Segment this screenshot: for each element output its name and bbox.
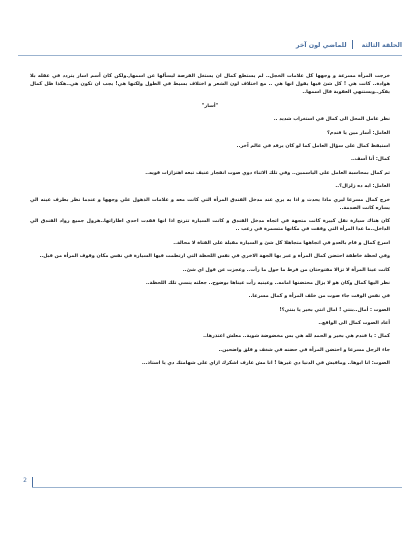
page-footer [18, 477, 402, 487]
paragraph: كمال : يا فندم هي بخير و الحمد لله هي بس مخضوضة شوية.. معلش اعتذرها.. [203, 333, 390, 340]
paragraph: كمال: أنا أسف.. [351, 156, 390, 163]
paragraph: كان هناك سيارة نقل كبيرة كانت متجهة في اتجاه مدخل الفندق و كانت السيارة تترنح اذا انها فقدت احدي اطاراتها..هرول جميع رواد الفندق الي الداخل..ما عدا المرأة التي وقفت في مكانها متسمرة في رعب .. [30, 218, 390, 233]
paragraph: العامل: ايه ده زلزال؟.. [335, 183, 390, 190]
footer-separator [32, 477, 33, 487]
footer-rule [32, 487, 402, 488]
header-title: للماضي لون آخر [295, 41, 347, 49]
paragraph: أعاد الصوت كمال الى الواقع.. [318, 320, 390, 327]
paragraph: "أسار" [201, 102, 219, 109]
header-separator [352, 40, 353, 49]
document-body [30, 72, 390, 373]
paragraph: خرج كمال مسرعا ليري ماذا يحدث و اذا به يري عند مدخل الفندق المرأة التي كانت معه و علامات الذهول علي وجهها و عندما نظر بطرف عينه الي يساره كانت الصدمة.. [30, 196, 390, 211]
paragraph: جاء الرجل مسرعا و احتضن المرأة في حضنه في شغف و قلق واضحين.. [218, 346, 390, 353]
page-number: 2 [23, 477, 27, 484]
header-rule [18, 55, 402, 56]
paragraph: الصوت: انا ابوها.. ومافيش في الدنيا دي غيرها ! انا مش عارف اشكرك ازاي على شهامتك دي يا استاذ... [141, 360, 390, 367]
page-header [18, 40, 402, 54]
paragraph: العامل: أسار مين يا فندم؟ [327, 129, 390, 136]
paragraph: اسرع كمال و قام بالعدو في اتجاهها متجاهلا كل شئ و السيارة مقبلة على الفتاة لا محالة.. [173, 239, 390, 246]
header-section-label: الحلقة الثالثة [361, 41, 402, 49]
paragraph: نظر اليها كمال وكان هو لا يزال محتضنها امامه.. وعينيه رأت عيناها بوضوح.. جعلته ينسي تلك اللحظة.. [145, 279, 390, 286]
paragraph: الصوت : أمال..بنتي ! امال انتي بخير يا بنتي؟! [279, 306, 390, 313]
paragraph: وفي لحظة خاطفة احتضن كمال المرأة و عبر بها الجهة الاخري في نفس اللحظة التي ارتطمت فيها السيارة في نفس مكان وقوف المرأة من قبل.. [39, 253, 390, 260]
paragraph: ثم كمال بمحاسبة العامل على الياسمين.. وفي تلك الاثناء دوي صوت انفجار عنيف تبعه اهتزازات قويه.. [145, 169, 390, 176]
paragraph: نظر عامل المحل الى كمال في استغراب شديد .. [273, 116, 390, 123]
paragraph: خرجت المرأة مسرعة و وجهها كل علامات الخجل.. لم يستطع كمال ان يستغل الفرصة ليسألها عن اسمها,.ولكن كان أسم اسار يتردد في عقله بلا هوادة.. كانت هي ! كل شئ فيها يقول انها هي .. مع اختلاف لون الشعر و اختلاف بسيط في الطول ولكنها هي! يجب ان تكون هي..هكذا ظل كمال يفكر..ويستنهي العقوبة قال اسمها.. [30, 73, 390, 96]
paragraph: في نفس الوقت جاء صوت من خلف المرأة و كمال مسرعا.. [248, 293, 390, 300]
paragraph: استيقظ كمال على سؤال العامل كما لو كان يرقد في عالم آخر.. [236, 142, 390, 149]
paragraph: كانت عينا المرأة لا تزالا مفتوحتان من فرط ما حول ما رأت.. وعجزت عن قول اي شئ.. [182, 266, 390, 273]
